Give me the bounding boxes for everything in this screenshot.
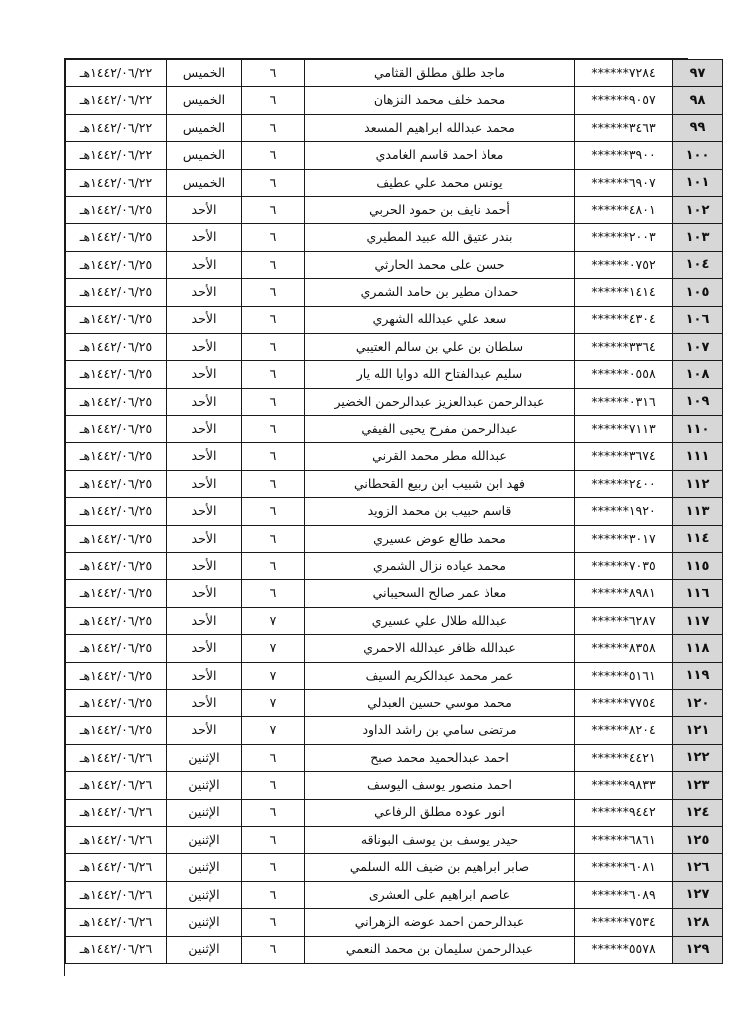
table-row [66,936,723,963]
weekday-cell: الأحد [167,416,242,443]
group-cell: ٦ [242,306,305,333]
person-name-cell: محمد عياده نزال الشمري [305,553,575,580]
masked-id-cell: ******٧٥٣٤ [575,909,673,936]
masked-id-cell: ******٣٩٠٠ [575,142,673,169]
hijri-date-cell: ١٤٤٢/٠٦/٢٥هـ [66,416,167,443]
masked-id-cell: ******٠٥٥٨ [575,361,673,388]
weekday-cell: الأحد [167,580,242,607]
hijri-date-cell: ١٤٤٢/٠٦/٢٥هـ [66,224,167,251]
masked-id-cell: ******٧٧٥٤ [575,689,673,716]
person-name-cell: انور عوده مطلق الرفاعي [305,799,575,826]
hijri-date-cell: ١٤٤٢/٠٦/٢٥هـ [66,498,167,525]
table-row [66,142,723,169]
weekday-cell: الأحد [167,717,242,744]
weekday-cell: الأحد [167,388,242,415]
weekday-cell: الإثنين [167,936,242,963]
weekday-cell: الخميس [167,169,242,196]
person-name-cell: عبدالله ظافر عبدالله الاحمري [305,635,575,662]
weekday-cell: الإثنين [167,772,242,799]
weekday-cell: الأحد [167,224,242,251]
group-cell: ٦ [242,279,305,306]
row-number-cell: ١٠٨ [673,361,723,388]
row-number-cell: ١١٠ [673,416,723,443]
schedule-rows [66,60,723,964]
hijri-date-cell: ١٤٤٢/٠٦/٢٥هـ [66,580,167,607]
weekday-cell: الأحد [167,470,242,497]
group-cell: ٦ [242,114,305,141]
weekday-cell: الأحد [167,306,242,333]
hijri-date-cell: ١٤٤٢/٠٦/٢٦هـ [66,744,167,771]
table-row [66,799,723,826]
table-row [66,717,723,744]
weekday-cell: الأحد [167,662,242,689]
group-cell: ٦ [242,744,305,771]
row-number-cell: ١٢٤ [673,799,723,826]
row-number-cell: ٩٨ [673,87,723,114]
person-name-cell: سعد علي عبدالله الشهري [305,306,575,333]
group-cell: ٧ [242,717,305,744]
group-cell: ٦ [242,251,305,278]
masked-id-cell: ******٢٠٠٣ [575,224,673,251]
table-row [66,279,723,306]
group-cell: ٦ [242,799,305,826]
hijri-date-cell: ١٤٤٢/٠٦/٢٢هـ [66,114,167,141]
weekday-cell: الأحد [167,607,242,634]
masked-id-cell: ******٦٠٨١ [575,854,673,881]
person-name-cell: سليم عبدالفتاح الله دوايا الله يار [305,361,575,388]
table-row [66,251,723,278]
group-cell: ٦ [242,388,305,415]
row-number-cell: ١٢٠ [673,689,723,716]
table-row [66,196,723,223]
group-cell: ٦ [242,854,305,881]
row-number-cell: ١٢٣ [673,772,723,799]
row-number-cell: ١٠٠ [673,142,723,169]
masked-id-cell: ******٠٣١٦ [575,388,673,415]
person-name-cell: عمر محمد عبدالكريم السيف [305,662,575,689]
person-name-cell: عبدالرحمن مفرح يحيى الفيفي [305,416,575,443]
person-name-cell: يونس محمد علي عطيف [305,169,575,196]
weekday-cell: الأحد [167,689,242,716]
weekday-cell: الأحد [167,279,242,306]
masked-id-cell: ******٦٩٠٧ [575,169,673,196]
table-row [66,416,723,443]
table-row [66,553,723,580]
hijri-date-cell: ١٤٤٢/٠٦/٢٥هـ [66,279,167,306]
group-cell: ٦ [242,580,305,607]
weekday-cell: الإثنين [167,881,242,908]
group-cell: ٦ [242,553,305,580]
group-cell: ٧ [242,662,305,689]
hijri-date-cell: ١٤٤٢/٠٦/٢٥هـ [66,607,167,634]
table-row [66,388,723,415]
row-number-cell: ١٠٢ [673,196,723,223]
masked-id-cell: ******١٩٢٠ [575,498,673,525]
masked-id-cell: ******٤٤٢١ [575,744,673,771]
weekday-cell: الخميس [167,87,242,114]
table-row [66,169,723,196]
row-number-cell: ١٢١ [673,717,723,744]
group-cell: ٦ [242,470,305,497]
masked-id-cell: ******٥٥٧٨ [575,936,673,963]
group-cell: ٦ [242,87,305,114]
hijri-date-cell: ١٤٤٢/٠٦/٢٥هـ [66,553,167,580]
hijri-date-cell: ١٤٤٢/٠٦/٢٥هـ [66,251,167,278]
table-row [66,470,723,497]
row-number-cell: ٩٩ [673,114,723,141]
schedule-table [65,59,723,964]
row-number-cell: ١٢٧ [673,881,723,908]
weekday-cell: الخميس [167,142,242,169]
hijri-date-cell: ١٤٤٢/٠٦/٢٥هـ [66,361,167,388]
table-row [66,224,723,251]
weekday-cell: الإثنين [167,799,242,826]
hijri-date-cell: ١٤٤٢/٠٦/٢٦هـ [66,909,167,936]
group-cell: ٦ [242,224,305,251]
person-name-cell: عبدالرحمن سليمان بن محمد النعمي [305,936,575,963]
row-number-cell: ١١٧ [673,607,723,634]
hijri-date-cell: ١٤٤٢/٠٦/٢٢هـ [66,142,167,169]
group-cell: ٦ [242,333,305,360]
hijri-date-cell: ١٤٤٢/٠٦/٢٦هـ [66,936,167,963]
person-name-cell: عبدالله طلال علي عسيري [305,607,575,634]
masked-id-cell: ******٣٦٧٤ [575,443,673,470]
person-name-cell: محمد عبدالله ابراهيم المسعد [305,114,575,141]
group-cell: ٦ [242,443,305,470]
row-number-cell: ١٠٩ [673,388,723,415]
weekday-cell: الإثنين [167,826,242,853]
row-number-cell: ١١٢ [673,470,723,497]
weekday-cell: الإثنين [167,744,242,771]
group-cell: ٦ [242,498,305,525]
hijri-date-cell: ١٤٤٢/٠٦/٢٥هـ [66,662,167,689]
group-cell: ٦ [242,936,305,963]
masked-id-cell: ******٩٨٣٣ [575,772,673,799]
schedule-sheet [64,58,710,976]
group-cell: ٦ [242,361,305,388]
masked-id-cell: ******٧١١٣ [575,416,673,443]
group-cell: ٦ [242,142,305,169]
person-name-cell: معاذ عمر صالح السحيباني [305,580,575,607]
person-name-cell: مرتضى سامي بن راشد الداود [305,717,575,744]
table-row [66,689,723,716]
hijri-date-cell: ١٤٤٢/٠٦/٢٥هـ [66,196,167,223]
hijri-date-cell: ١٤٤٢/٠٦/٢٢هـ [66,60,167,87]
masked-id-cell: ******٢٤٠٠ [575,470,673,497]
table-row [66,306,723,333]
row-number-cell: ١١٣ [673,498,723,525]
person-name-cell: صابر ابراهيم بن ضيف الله السلمي [305,854,575,881]
masked-id-cell: ******٤٣٠٤ [575,306,673,333]
weekday-cell: الأحد [167,443,242,470]
table-row [66,60,723,87]
table-row [66,333,723,360]
hijri-date-cell: ١٤٤٢/٠٦/٢٥هـ [66,333,167,360]
row-number-cell: ١٠٧ [673,333,723,360]
row-number-cell: ١١٨ [673,635,723,662]
row-number-cell: ١٢٦ [673,854,723,881]
masked-id-cell: ******٦٠٨٩ [575,881,673,908]
table-row [66,881,723,908]
row-number-cell: ١٠٣ [673,224,723,251]
table-row [66,580,723,607]
table-row [66,909,723,936]
table-row [66,744,723,771]
masked-id-cell: ******٠٧٥٢ [575,251,673,278]
masked-id-cell: ******٨٢٠٤ [575,717,673,744]
weekday-cell: الخميس [167,114,242,141]
group-cell: ٦ [242,416,305,443]
weekday-cell: الأحد [167,525,242,552]
row-number-cell: ١٠٥ [673,279,723,306]
group-cell: ٦ [242,196,305,223]
hijri-date-cell: ١٤٤٢/٠٦/٢٦هـ [66,826,167,853]
row-number-cell: ١٢٢ [673,744,723,771]
table-row [66,854,723,881]
masked-id-cell: ******١٤١٤ [575,279,673,306]
hijri-date-cell: ١٤٤٢/٠٦/٢٦هـ [66,854,167,881]
row-number-cell: ١٠٦ [673,306,723,333]
hijri-date-cell: ١٤٤٢/٠٦/٢٥هـ [66,306,167,333]
person-name-cell: بندر عتيق الله عبيد المطيري [305,224,575,251]
row-number-cell: ١١٦ [673,580,723,607]
row-number-cell: ١١٩ [673,662,723,689]
masked-id-cell: ******٧٢٨٤ [575,60,673,87]
hijri-date-cell: ١٤٤٢/٠٦/٢٥هـ [66,525,167,552]
row-number-cell: ٩٧ [673,60,723,87]
masked-id-cell: ******٩٠٥٧ [575,87,673,114]
table-row [66,607,723,634]
hijri-date-cell: ١٤٤٢/٠٦/٢٦هـ [66,772,167,799]
row-number-cell: ١٢٨ [673,909,723,936]
group-cell: ٦ [242,826,305,853]
masked-id-cell: ******٣٠١٧ [575,525,673,552]
masked-id-cell: ******٤٨٠١ [575,196,673,223]
weekday-cell: الخميس [167,60,242,87]
table-row [66,443,723,470]
group-cell: ٧ [242,635,305,662]
masked-id-cell: ******٧٠٣٥ [575,553,673,580]
person-name-cell: عبدالرحمن احمد عوضه الزهراني [305,909,575,936]
weekday-cell: الأحد [167,553,242,580]
masked-id-cell: ******٩٤٤٢ [575,799,673,826]
masked-id-cell: ******٥١٦١ [575,662,673,689]
row-number-cell: ١٠١ [673,169,723,196]
hijri-date-cell: ١٤٤٢/٠٦/٢٢هـ [66,87,167,114]
person-name-cell: عبدالرحمن عبدالعزيز عبدالرحمن الخضير [305,388,575,415]
weekday-cell: الأحد [167,333,242,360]
table-row [66,635,723,662]
weekday-cell: الأحد [167,251,242,278]
row-number-cell: ١١٥ [673,553,723,580]
table-row [66,114,723,141]
masked-id-cell: ******٦٢٨٧ [575,607,673,634]
person-name-cell: احمد منصور يوسف اليوسف [305,772,575,799]
hijri-date-cell: ١٤٤٢/٠٦/٢٦هـ [66,799,167,826]
table-row [66,826,723,853]
person-name-cell: قاسم حبيب بن محمد الزويد [305,498,575,525]
group-cell: ٦ [242,169,305,196]
person-name-cell: أحمد نايف بن حمود الحربي [305,196,575,223]
weekday-cell: الأحد [167,361,242,388]
person-name-cell: حمدان مطير بن حامد الشمري [305,279,575,306]
hijri-date-cell: ١٤٤٢/٠٦/٢٥هـ [66,717,167,744]
group-cell: ٧ [242,607,305,634]
person-name-cell: سلطان بن علي بن سالم العتيبي [305,333,575,360]
person-name-cell: عبدالله مطر محمد القرني [305,443,575,470]
weekday-cell: الأحد [167,635,242,662]
weekday-cell: الإثنين [167,854,242,881]
person-name-cell: محمد خلف محمد النزهان [305,87,575,114]
hijri-date-cell: ١٤٤٢/٠٦/٢٥هـ [66,689,167,716]
row-number-cell: ١٢٥ [673,826,723,853]
group-cell: ٧ [242,689,305,716]
person-name-cell: ماجد طلق مطلق القثامي [305,60,575,87]
hijri-date-cell: ١٤٤٢/٠٦/٢٢هـ [66,169,167,196]
group-cell: ٦ [242,772,305,799]
group-cell: ٦ [242,909,305,936]
hijri-date-cell: ١٤٤٢/٠٦/٢٦هـ [66,881,167,908]
row-number-cell: ١٠٤ [673,251,723,278]
person-name-cell: محمد طالع عوض عسيري [305,525,575,552]
table-row [66,772,723,799]
hijri-date-cell: ١٤٤٢/٠٦/٢٥هـ [66,470,167,497]
person-name-cell: حسن على محمد الحارثي [305,251,575,278]
person-name-cell: معاذ احمد قاسم الغامدي [305,142,575,169]
hijri-date-cell: ١٤٤٢/٠٦/٢٥هـ [66,388,167,415]
weekday-cell: الأحد [167,196,242,223]
person-name-cell: احمد عبدالحميد محمد صبح [305,744,575,771]
row-number-cell: ١٢٩ [673,936,723,963]
person-name-cell: حيدر يوسف بن يوسف البوناقه [305,826,575,853]
table-row [66,662,723,689]
masked-id-cell: ******٨٣٥٨ [575,635,673,662]
hijri-date-cell: ١٤٤٢/٠٦/٢٥هـ [66,443,167,470]
person-name-cell: فهد ابن شبيب ابن ربيع القحطاني [305,470,575,497]
row-number-cell: ١١١ [673,443,723,470]
person-name-cell: عاصم ابراهيم على العشرى [305,881,575,908]
group-cell: ٦ [242,60,305,87]
group-cell: ٦ [242,525,305,552]
weekday-cell: الأحد [167,498,242,525]
table-row [66,361,723,388]
row-number-cell: ١١٤ [673,525,723,552]
hijri-date-cell: ١٤٤٢/٠٦/٢٥هـ [66,635,167,662]
table-row [66,525,723,552]
table-row [66,498,723,525]
weekday-cell: الإثنين [167,909,242,936]
table-row [66,87,723,114]
person-name-cell: محمد موسي حسين العبدلي [305,689,575,716]
masked-id-cell: ******٨٩٨١ [575,580,673,607]
masked-id-cell: ******٦٨٦١ [575,826,673,853]
group-cell: ٦ [242,881,305,908]
masked-id-cell: ******٣٤٦٣ [575,114,673,141]
masked-id-cell: ******٣٣٦٤ [575,333,673,360]
